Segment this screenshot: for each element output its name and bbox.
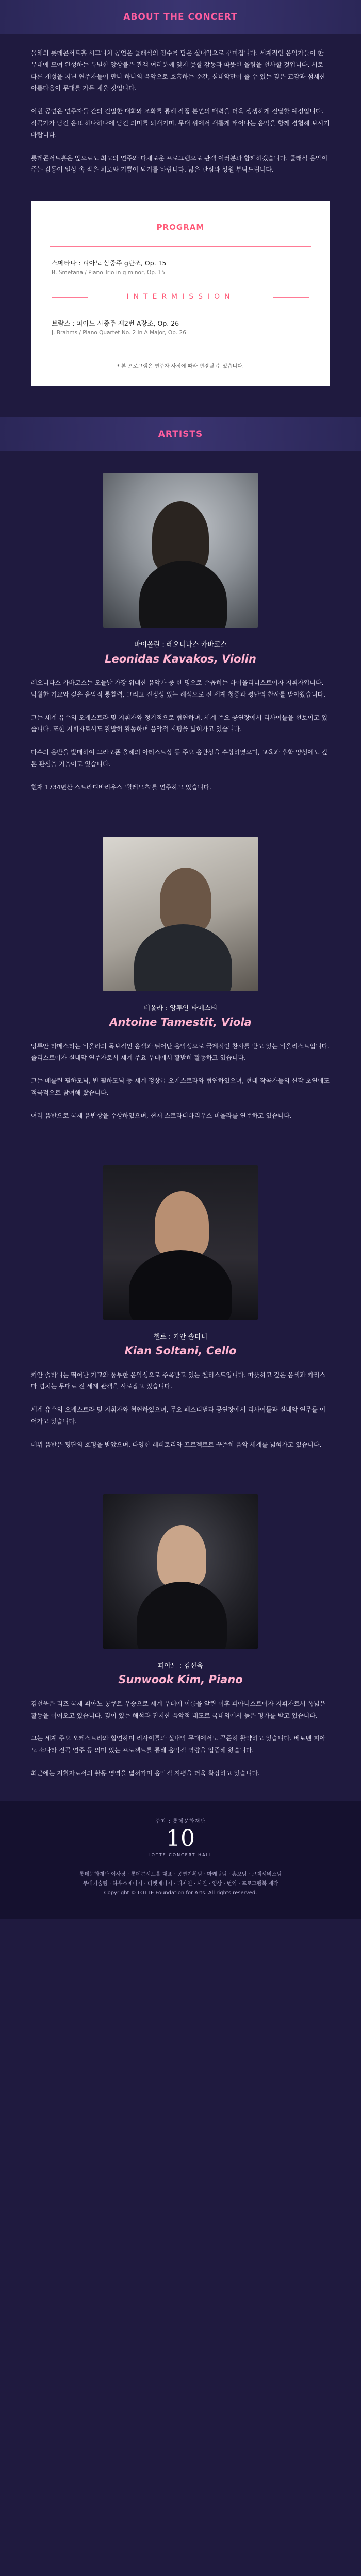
artist-role: 바이올린 : 레오니다스 카바코스	[134, 640, 227, 649]
artist-role: 첼로 : 키안 솔타니	[153, 1333, 208, 1341]
piece-title: 스메타나 : 피아노 삼중주 g단조, Op. 15	[52, 259, 167, 267]
program-note: * 본 프로그램은 연주자 사정에 따라 변경될 수 있습니다.	[117, 363, 244, 369]
artist-bio	[31, 677, 330, 793]
artist-photo	[103, 837, 258, 991]
artist-bio	[31, 1041, 330, 1122]
bio-paragraph: 현재 1734년산 스트라디바리우스 '윌레모츠'를 연주하고 있습니다.	[31, 783, 211, 791]
artist-name: Kian Soltani, Cello	[124, 1345, 237, 1358]
bio-paragraph: 앙투안 타메스티는 비올라의 독보적인 음색과 뛰어난 음악성으로 국제적인 찬사를 받고 있는 비올리스트입니다. 솔리스트이자 실내악 연주자로서 세계 주요 무대에서 활발히 활동하고 있습니다.	[31, 1042, 330, 1062]
credit-line: 무대기술팀 · 하우스매니저 · 티켓매니저 · 디자인 · 사진 · 영상 · 번역 · 프로그램북 제작	[83, 1881, 278, 1887]
artist-photo	[103, 473, 258, 628]
about-body	[0, 34, 361, 197]
artists-title: ARTISTS	[158, 429, 203, 439]
divider	[50, 246, 311, 247]
lotte-concert-hall-logo	[31, 1817, 330, 1859]
artist-name: Antoine Tamestit, Viola	[109, 1016, 252, 1029]
piece-title: 브람스 : 피아노 사중주 제2번 A장조, Op. 26	[52, 319, 179, 328]
artist-role: 비올라 : 앙투안 타메스티	[143, 1004, 218, 1012]
program-card	[31, 201, 330, 386]
program-title: PROGRAM	[156, 223, 205, 232]
bio-paragraph: 그는 베를린 필하모닉, 빈 필하모닉 등 세계 정상급 오케스트라와 협연하였으며, 현대 작곡가들의 신작 초연에도 적극적으로 참여해 왔습니다.	[31, 1077, 330, 1096]
about-paragraph: 롯데콘서트홀은 앞으로도 최고의 연주와 다채로운 프로그램으로 관객 여러분과 함께하겠습니다. 클래식 음악이 주는 감동이 일상 속 작은 위로와 기쁨이 되기를 바랍니다. 많은 관심과 성원 부탁드립니다.	[31, 154, 328, 174]
credit-line: Copyright © LOTTE Foundation for Arts. All rights reserved.	[104, 1890, 257, 1896]
bio-paragraph: 레오니다스 카바코스는 오늘날 가장 위대한 음악가 중 한 명으로 손꼽히는 바이올리니스트이자 지휘자입니다. 탁월한 기교와 깊은 음악적 통찰력, 그리고 진정성 있는 해석으로 전 세계 청중과 평단의 찬사를 받아왔습니다.	[31, 679, 326, 698]
piece-subtitle: J. Brahms / Piano Quartet No. 2 in A Major, Op. 26	[52, 330, 186, 336]
bio-paragraph: 그는 세계 주요 오케스트라와 협연하며 리사이틀과 실내악 무대에서도 꾸준히 활약하고 있습니다. 베토벤 피아노 소나타 전곡 연주 등 의미 있는 프로젝트를 통해 음악적 역량을 입증해 왔습니다.	[31, 1735, 326, 1754]
artist-bio	[31, 1698, 330, 1780]
presenter-label: 주최 : 롯데문화재단	[155, 1818, 206, 1824]
artist-section	[0, 451, 361, 815]
bio-paragraph: 데뷔 음반은 평단의 호평을 받았으며, 다양한 레퍼토리와 프로젝트로 꾸준히 음악 세계를 넓혀가고 있습니다.	[31, 1440, 322, 1448]
anniversary-mark: 10	[166, 1825, 195, 1852]
bio-paragraph: 최근에는 지휘자로서의 활동 영역을 넓혀가며 음악적 지평을 더욱 확장하고 있습니다.	[31, 1769, 260, 1777]
about-paragraph: 올해의 롯데콘서트홀 시그니처 공연은 클래식의 정수를 담은 실내악으로 꾸며집니다. 세계적인 음악가들이 한 무대에 모여 완성하는 특별한 앙상블은 관객 여러분께 잊지 못할 감동과 따뜻한 울림을 선사할 것입니다. 서로 다른 개성을 지닌 연주자들이 만나 하나의 음악으로 호흡하는 순간, 실내악만이 줄 수 있는 깊은 교감과 섬세한 아름다움이 무대를 가득 채울 것입니다.	[31, 49, 326, 92]
artist-photo	[103, 1494, 258, 1649]
credit-line: 롯데문화재단 이사장 · 롯데콘서트홀 대표 · 공연기획팀 · 마케팅팀 · 홍보팀 · 고객서비스팀	[79, 1872, 282, 1878]
artist-section	[0, 815, 361, 1144]
about-title: ABOUT THE CONCERT	[123, 11, 238, 22]
about-header	[0, 0, 361, 34]
program-piece	[52, 318, 309, 337]
artist-bio	[31, 1369, 330, 1451]
logo-subtitle: LOTTE CONCERT HALL	[148, 1853, 213, 1858]
program-piece	[52, 258, 309, 277]
bio-paragraph: 세계 유수의 오케스트라 및 지휘자와 협연하였으며, 주요 페스티벌과 공연장에서 리사이틀과 실내악 연주를 이어가고 있습니다.	[31, 1406, 326, 1426]
artist-name: Sunwook Kim, Piano	[118, 1673, 243, 1686]
artist-photo	[103, 1165, 258, 1320]
artist-role: 피아노 : 김선욱	[158, 1662, 203, 1670]
bio-paragraph: 다수의 음반을 발매하여 그라모폰 올해의 아티스트상 등 주요 음반상을 수상하였으며, 교육과 후학 양성에도 깊은 관심을 기울이고 있습니다.	[31, 749, 328, 768]
bio-paragraph: 그는 세계 유수의 오케스트라 및 지휘자와 정기적으로 협연하며, 세계 주요 공연장에서 리사이틀을 선보이고 있습니다. 또한 지휘자로서도 활발히 활동하며 음악적 지평을 넓혀가고 있습니다.	[31, 714, 328, 733]
artist-section	[0, 1144, 361, 1472]
bio-paragraph: 여러 음반으로 국제 음반상을 수상하였으며, 현재 스트라디바리우스 비올라를 연주하고 있습니다.	[31, 1112, 292, 1120]
bio-paragraph: 키안 솔타니는 뛰어난 기교와 풍부한 음악성으로 주목받고 있는 첼리스트입니다. 따뜻하고 깊은 음색과 카리스마 넘치는 무대로 전 세계 관객을 사로잡고 있습니다.	[31, 1371, 326, 1391]
artist-name: Leonidas Kavakos, Violin	[105, 652, 256, 665]
artist-section	[0, 1472, 361, 1801]
about-paragraph: 이번 공연은 연주자들 간의 긴밀한 대화와 조화를 통해 작품 본연의 매력을 더욱 생생하게 전달할 예정입니다. 작곡가가 남긴 음표 하나하나에 담긴 의미를 되새기며, 무대 위에서 새롭게 태어나는 음악을 함께 경험해 보시기 바랍니다.	[31, 108, 330, 139]
artists-header	[0, 417, 361, 451]
intermission-label: INTERMISSION	[52, 290, 309, 304]
bio-paragraph: 김선욱은 리즈 국제 피아노 콩쿠르 우승으로 세계 무대에 이름을 알린 이후 피아니스트이자 지휘자로서 폭넓은 활동을 이어오고 있습니다. 깊이 있는 해석과 진지한 음악적 태도로 국내외에서 높은 평가를 받고 있습니다.	[31, 1700, 326, 1719]
credits	[31, 1870, 330, 1898]
footer	[0, 1801, 361, 1919]
piece-subtitle: B. Smetana / Piano Trio in g minor, Op. 15	[52, 269, 165, 276]
